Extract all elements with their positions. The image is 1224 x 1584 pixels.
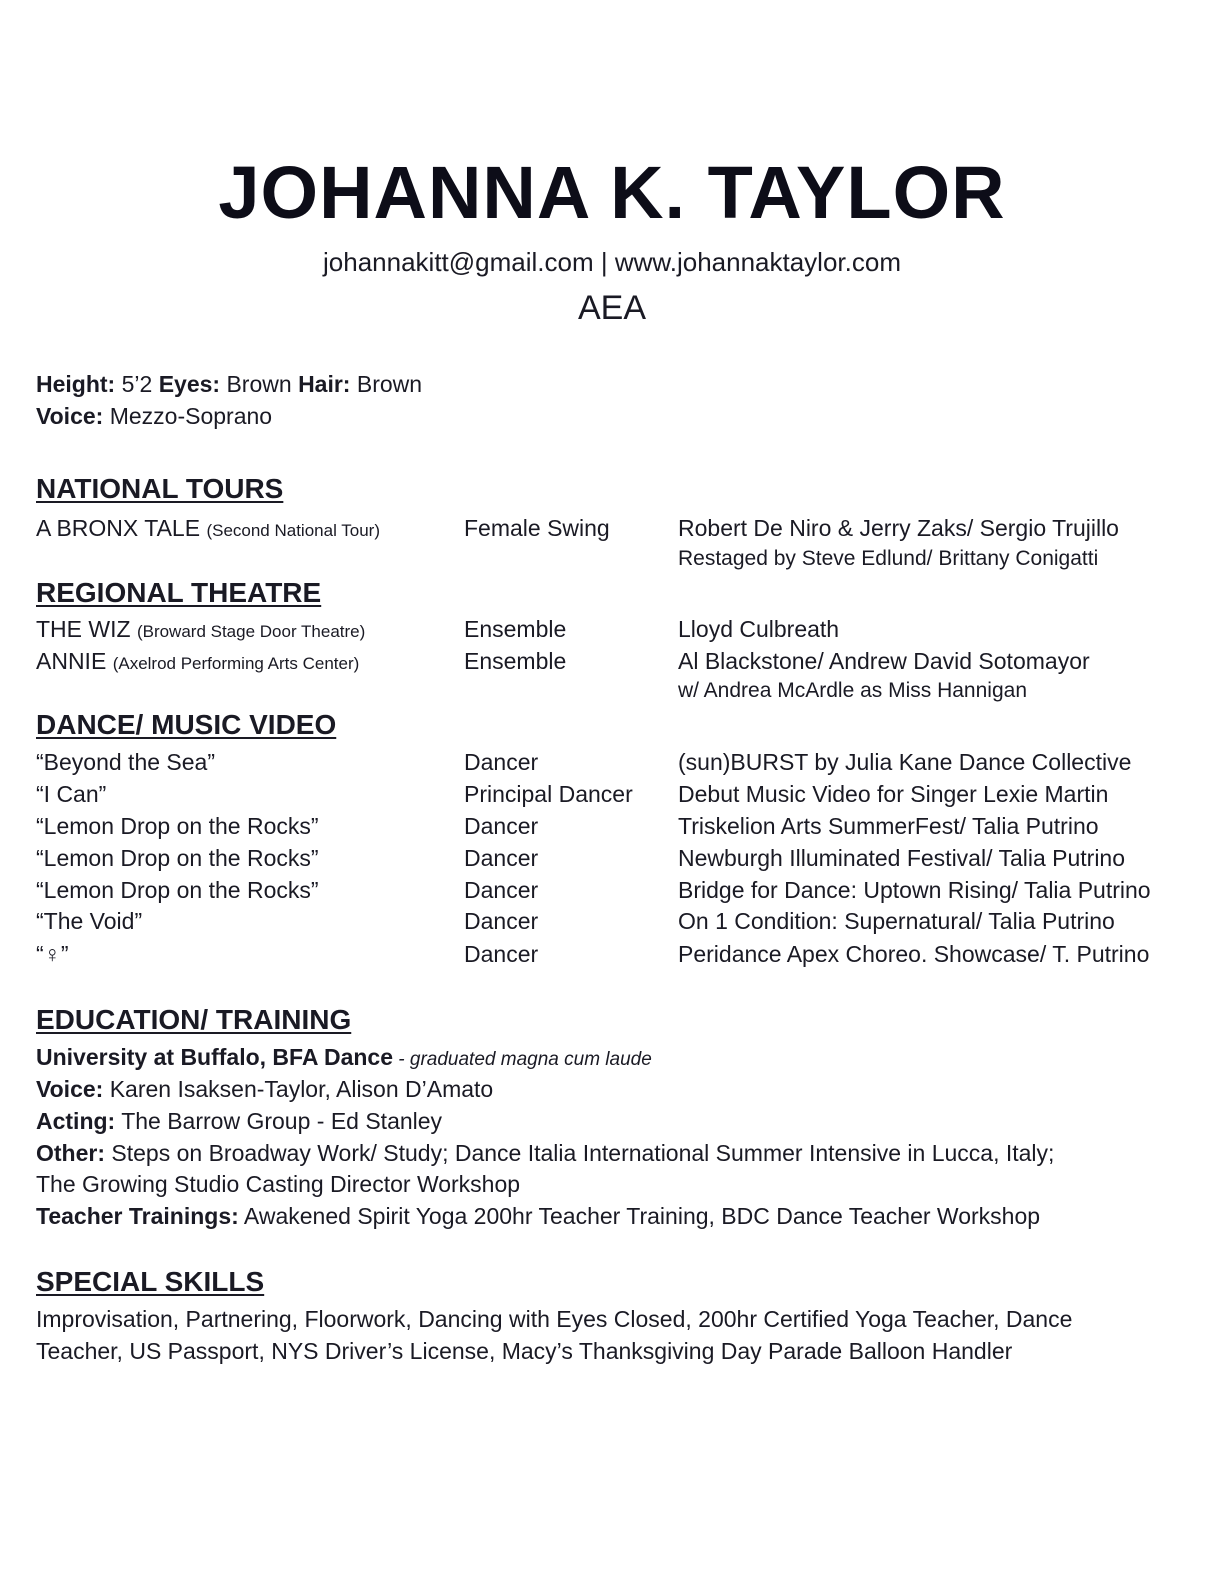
section-title-special-skills: SPECIAL SKILLS [36, 1266, 265, 1297]
performer-name: JOHANNA K. TAYLOR [218, 151, 1006, 234]
show-cell [36, 645, 359, 680]
union-affiliation: AEA [577, 289, 647, 327]
show-title: “I Can” [36, 781, 107, 807]
other-training-value: Steps on Broadway Work/ Study; Dance Italia International Summer Intensive in Lucca, Italy; [105, 1140, 1055, 1166]
section-title-national-tours: NATIONAL TOURS [36, 473, 284, 504]
role-cell: Dancer [464, 941, 539, 967]
role-cell: Dancer [464, 877, 539, 903]
show-venue: (Second National Tour) [206, 521, 380, 540]
eyes-label: Eyes: [158, 371, 221, 397]
show-title: “The Void” [36, 908, 143, 934]
role-cell: Dancer [464, 845, 539, 871]
school-name: University at Buffalo, BFA Dance [36, 1044, 394, 1070]
show-cell [36, 613, 365, 648]
show-title: “Lemon Drop on the Rocks” [36, 845, 319, 871]
role-cell: Ensemble [464, 616, 567, 642]
role-cell: Female Swing [464, 515, 610, 541]
credit-note: w/ Andrea McArdle as Miss Hannigan [678, 679, 1027, 702]
education-school-line [36, 1041, 1156, 1076]
director-cell: Peridance Apex Choreo. Showcase/ T. Putrino [678, 941, 1150, 967]
skills-line-2: Teacher, US Passport, NYS Driver’s License, Macy’s Thanksgiving Day Parade Balloon Handler [36, 1338, 1013, 1364]
director-cell: Bridge for Dance: Uptown Rising/ Talia Putrino [678, 877, 1151, 903]
show-title: ANNIE [36, 648, 107, 674]
height-label: Height: [36, 371, 116, 397]
education-voice-line [36, 1073, 1156, 1105]
show-venue: (Broward Stage Door Theatre) [136, 622, 366, 641]
role-cell: Principal Dancer [464, 781, 633, 807]
education-other-line-2: The Growing Studio Casting Director Workshop [36, 1171, 521, 1197]
teacher-training-value: Awakened Spirit Yoga 200hr Teacher Training, BDC Dance Teacher Workshop [238, 1203, 1041, 1229]
director-cell: Al Blackstone/ Andrew David Sotomayor [678, 648, 1090, 674]
director-cell: (sun)BURST by Julia Kane Dance Collective [678, 749, 1132, 775]
director-cell: Robert De Niro & Jerry Zaks/ Sergio Trujillo [678, 515, 1119, 541]
skills-line-1: Improvisation, Partnering, Floorwork, Dancing with Eyes Closed, 200hr Certified Yoga Teacher, Dance [36, 1306, 1073, 1332]
show-title: A BRONX TALE [36, 515, 201, 541]
role-cell: Dancer [464, 908, 539, 934]
education-acting-line [36, 1105, 1156, 1137]
show-title: “Beyond the Sea” [36, 749, 216, 775]
eyes-value: Brown [226, 371, 292, 397]
show-title: “Lemon Drop on the Rocks” [36, 813, 319, 839]
hair-value: Brown [356, 371, 423, 397]
teacher-training-label: Teacher Trainings: [36, 1203, 239, 1229]
education-other-line [36, 1137, 1156, 1169]
school-honors: - graduated magna cum laude [393, 1049, 652, 1070]
credit-row [0, 645, 1224, 677]
director-cell: Triskelion Arts SummerFest/ Talia Putrino [678, 813, 1099, 839]
role-cell: Dancer [464, 749, 539, 775]
credit-row [0, 746, 1224, 778]
credit-row [0, 905, 1224, 937]
section-title-dance-music-video: DANCE/ MUSIC VIDEO [36, 709, 337, 740]
credit-row [0, 874, 1224, 906]
contact-line: johannakitt@gmail.com | www.johannaktaylor.com [323, 247, 901, 277]
credit-row [0, 613, 1224, 645]
show-cell [36, 512, 380, 547]
role-cell: Dancer [464, 813, 539, 839]
voice-label: Voice: [36, 403, 104, 429]
show-title: “♀” [36, 941, 69, 967]
voice-training-label: Voice: [36, 1076, 104, 1102]
credit-row [0, 938, 1224, 970]
director-cell: Debut Music Video for Singer Lexie Martin [678, 781, 1109, 807]
section-title-regional-theatre: REGIONAL THEATRE [36, 577, 322, 608]
credit-row [0, 810, 1224, 842]
show-venue: (Axelrod Performing Arts Center) [112, 654, 360, 673]
voice-value: Mezzo-Soprano [109, 403, 273, 429]
acting-training-value: The Barrow Group - Ed Stanley [115, 1108, 443, 1134]
stats-line-2 [36, 400, 272, 432]
show-title: “Lemon Drop on the Rocks” [36, 877, 319, 903]
section-title-education-training: EDUCATION/ TRAINING [36, 1004, 352, 1035]
hair-label: Hair: [298, 371, 351, 397]
role-cell: Ensemble [464, 648, 567, 674]
credit-note: Restaged by Steve Edlund/ Brittany Conigatti [678, 547, 1099, 570]
other-training-label: Other: [36, 1140, 105, 1166]
director-cell: Lloyd Culbreath [678, 616, 840, 642]
credit-row [0, 842, 1224, 874]
director-cell: Newburgh Illuminated Festival/ Talia Putrino [678, 845, 1126, 871]
credit-row [0, 512, 1224, 544]
credit-row [0, 778, 1224, 810]
education-teacher-line [36, 1200, 1156, 1232]
voice-training-value: Karen Isaksen-Taylor, Alison D’Amato [103, 1076, 494, 1102]
stats-line-1 [36, 368, 422, 400]
height-value: 5’2 [121, 371, 153, 397]
director-cell: On 1 Condition: Supernatural/ Talia Putrino [678, 908, 1115, 934]
acting-training-label: Acting: [36, 1108, 116, 1134]
show-title: THE WIZ [36, 616, 131, 642]
